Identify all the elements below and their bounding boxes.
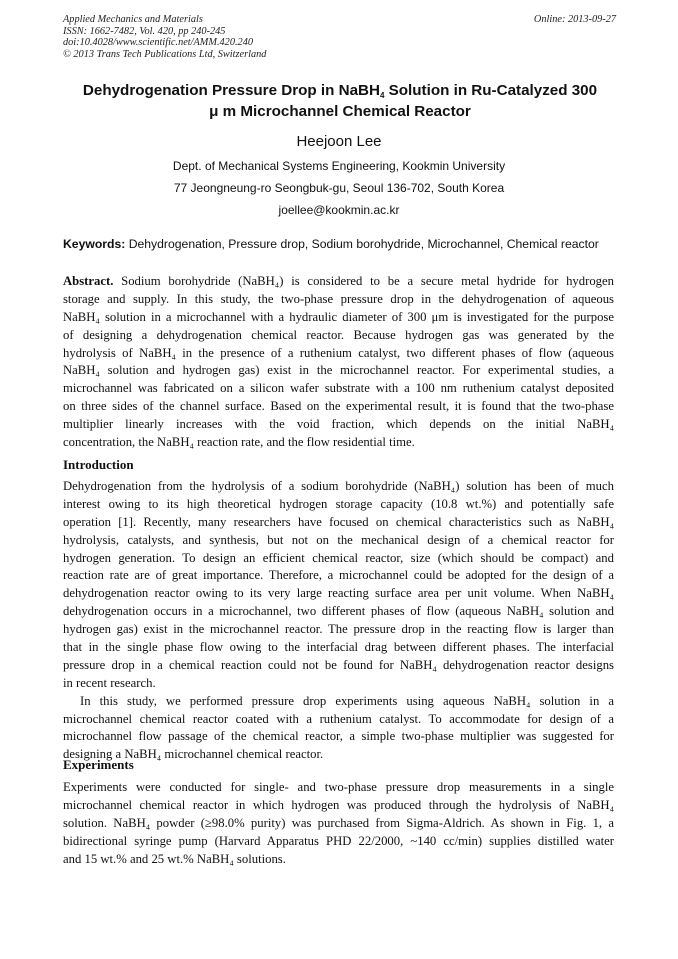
intro-line: In this study, we performed pressure drop experiments using aqueous NaBH₄ solution in a (80, 693, 614, 708)
paper-title (40, 80, 640, 122)
abstract (63, 273, 614, 452)
title-line1-pre: Dehydrogenation Pressure Drop in NaBH (82, 82, 380, 99)
intro-line: that in the single phase flow owing to the interfacial drag between different phases. The interfacial (63, 640, 614, 655)
abstract-line: storage and supply. In this study, the two-phase pressure drop in the dehydrogenation of aqueous (63, 291, 614, 306)
abstract-label: Abstract. (63, 274, 114, 288)
abstract-line: NaBH₄ solution in a microchannel with a hydraulic diameter of 300 μm is investigated for the purpose (63, 309, 614, 324)
experiments-line: bidirectional syringe pump (Harvard Apparatus PHD 22/2000, ~140 cc/min) supplies distilled water (63, 833, 614, 848)
title-line2: μ m Microchannel Chemical Reactor (209, 103, 471, 120)
experiments-line: Experiments were conducted for single- and two-phase pressure drop measurements in a single (63, 780, 614, 794)
author-name: Heejoon Lee (296, 133, 382, 150)
introduction-body (63, 478, 614, 764)
online-date: Online: 2013-09-27 (533, 14, 616, 25)
intro-line: pressure drop in a chemical reaction could not be found for NaBH₄ dehydrogenation reactor designs (63, 657, 614, 672)
title-line1-post: Solution in Ru-Catalyzed 300 (384, 82, 598, 99)
abstract-line: hydrolysis of NaBH₄ in the presence of a ruthenium catalyst, two different phases of flow (aqueous (63, 345, 614, 360)
experiments-line: microchannel chemical reactor in which hydrogen was produced through the hydrolysis of NaBH₄ (63, 797, 614, 812)
experiments-line: and 15 wt.% and 25 wt.% NaBH₄ solutions. (63, 851, 286, 866)
intro-line: in recent research. (63, 675, 156, 690)
author-email[interactable]: joellee@kookmin.ac.kr (278, 203, 400, 217)
intro-line: designing a NaBH₄ microchannel chemical reactor. (63, 747, 324, 762)
intro-line: hydrogen generation. To design an efficient chemical reactor, size (which should be compact) and (63, 550, 614, 565)
abstract-line: concentration, the NaBH₄ reaction rate, and the flow residential time. (63, 435, 415, 450)
abstract-line: multiplier linearly increases with the void fraction, which depends on the initial NaBH₄ (63, 417, 614, 432)
journal-header (63, 14, 616, 60)
issn-line: ISSN: 1662-7482, Vol. 420, pp 240-245 (63, 25, 226, 37)
intro-line: hydrolysis, catalysts, and synthesis, but not on the mechanical design of a chemical reactor for (63, 532, 614, 547)
intro-line: interest owing to its high theoretical hydrogen storage capacity (10.8 wt.%) and potentially safe (63, 496, 614, 511)
abstract-line: NaBH₄ solution and hydrogen gas) exist in the microchannel reactor. For experimental studies, a (63, 363, 614, 378)
section-heading-introduction: Introduction (63, 457, 134, 472)
intro-line: microchannel flow passage of the chemical reactor, a simple two-phase multiplier was suggested for (63, 729, 614, 744)
copyright-line: © 2013 Trans Tech Publications Ltd, Switzerland (63, 48, 267, 60)
affiliation-address: 77 Jeongneung-ro Seongbuk-gu, Seoul 136-702, South Korea (173, 181, 505, 195)
affiliation-dept: Dept. of Mechanical Systems Engineering, Kookmin University (172, 159, 506, 173)
experiments-line: solution. NaBH₄ powder (≥98.0% purity) was purchased from Sigma-Aldrich. As shown in Fig. 1, a (63, 815, 614, 830)
intro-line: dehydrogenation occurs in a microchannel, two different phases of flow (aqueous NaBH₄ solution and (63, 604, 614, 619)
journal-name: Applied Mechanics and Materials (63, 14, 203, 25)
doi-line: doi:10.4028/www.scientific.net/AMM.420.240 (63, 37, 253, 49)
title-subscript: 4 (379, 91, 385, 100)
section-heading-experiments: Experiments (63, 757, 134, 772)
intro-line: microchannel chemical reactor coated with a ruthenium catalyst. To accommodate for design of a (63, 711, 614, 726)
intro-line: operation [1]. Recently, many researchers have focused on chemical characteristics such as NaBH₄ (63, 514, 614, 529)
experiments-body (63, 779, 614, 868)
intro-line: hydrogen gas) exist in the microchannel reactor. The pressure drop in the reacting flow is larger than (63, 622, 614, 637)
keywords-text: Dehydrogenation, Pressure drop, Sodium borohydride, Microchannel, Chemical reactor (125, 237, 599, 251)
abstract-line: microchannel was fabricated on a silicon wafer substrate with a 100 nm ruthenium catalyst deposited (63, 381, 614, 396)
keywords-label: Keywords: (63, 237, 126, 251)
keywords (63, 236, 623, 252)
abstract-line: Abstract. Sodium borohydride (NaBH₄) is considered to be a secure metal hydride for hydrogen (63, 274, 614, 288)
abstract-line: of designing a dehydrogenation chemical reactor. Because hydrogen gas was generated by the (63, 327, 614, 342)
intro-line: reaction rate are of great importance. Therefore, a microchannel could be adopted for the design of a (63, 568, 614, 583)
intro-line: dehydrogenation reactor owing to its very large reacting surface area per unit volume. When NaBH₄ (63, 586, 614, 601)
intro-line: Dehydrogenation from the hydrolysis of a sodium borohydride (NaBH₄) solution has been of much (63, 479, 614, 493)
abstract-line: on three sides of the channel surface. Based on the experimental result, it is found that the two-phase (63, 399, 614, 414)
